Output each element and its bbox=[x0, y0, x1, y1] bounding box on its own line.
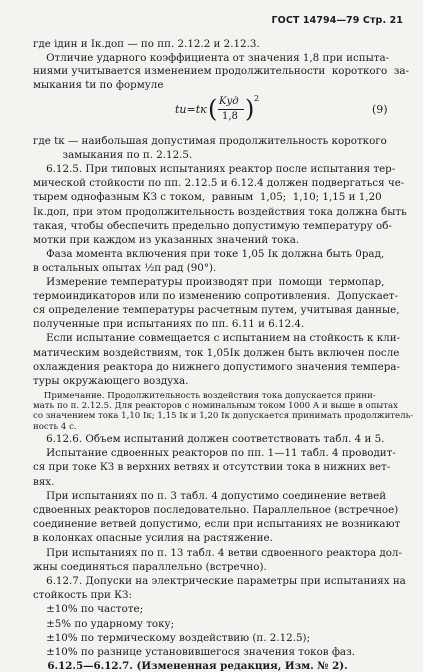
text-line: 6.12.6. Объем испытаний должен соответствовать табл. 4 и 5. bbox=[33, 433, 385, 445]
formula-paren-right: ) bbox=[245, 95, 255, 123]
text-line: сдвоенных реакторов последовательно. Параллельное (встречное) bbox=[33, 504, 399, 516]
text-line: При испытаниях по п. 3 табл. 4 допустимо соединение ветвей bbox=[33, 489, 387, 502]
note-line: ность 4 с. bbox=[33, 421, 77, 432]
note-line: со значением тока 1,10 Iк; 1,15 Iк и 1,20 Iк допускается принимать продолжитель- bbox=[33, 411, 414, 422]
formula-paren-left: ( bbox=[208, 95, 218, 123]
text-line: где iдин и Iк.доп — по пп. 2.12.2 и 2.12.3. bbox=[33, 38, 260, 50]
text-line: охлаждения реактора до нижнего допустимого значения темпера- bbox=[33, 360, 400, 373]
text-line: 6.12.5—6.12.7. (Измененная редакция, Изм. № 2). bbox=[33, 660, 348, 672]
text-line: такая, чтобы обеспечить предельно допустимую температуру об- bbox=[33, 219, 392, 232]
text-line: Измерение температуры производят при помощи термопар, bbox=[33, 276, 385, 288]
text-line: в колонках опасные усилия на растяжение. bbox=[33, 532, 273, 545]
text-line: вях. bbox=[33, 475, 55, 488]
formula-denominator: 1,8 bbox=[222, 111, 238, 122]
text-line: полученные при испытаниях по пп. 6.11 и 6.12.4. bbox=[33, 318, 305, 331]
text-line: соединение ветвей допустимо, если при испытаниях не возникают bbox=[33, 518, 401, 531]
text-line: термоиндикаторов или по изменению сопротивления. Допускает- bbox=[33, 290, 398, 303]
text-line: Испытание сдвоенных реакторов по пп. 1—11 табл. 4 проводит- bbox=[33, 447, 396, 460]
text-line: Фаза момента включения при токе 1,05 Iк должна быть 0рад, bbox=[33, 247, 385, 260]
page-header: ГОСТ 14794—79 Стр. 21 bbox=[271, 15, 403, 26]
text-line: матическим воздействиям, ток 1,05Iк должен быть включен после bbox=[33, 346, 400, 359]
text-line: Если испытание совмещается с испытанием на стойкость к кли- bbox=[33, 332, 401, 345]
formula-fraction-bar bbox=[218, 109, 244, 110]
text-line: ся определение температуры расчетным путем, учитывая данные, bbox=[33, 304, 400, 317]
text-line: мической стойкости по пп. 2.12.5 и 6.12.4 должен подвергаться че- bbox=[33, 177, 405, 190]
text-line: ±10% по частоте; bbox=[33, 603, 144, 616]
text-line: тырем однофазным КЗ с током, равным 1,05; 1,10; 1,15 и 1,20 bbox=[33, 191, 382, 204]
text-line: ±10% по термическому воздействию (п. 2.12.5); bbox=[33, 631, 311, 644]
text-line: замыкания по п. 2.12.5. bbox=[33, 149, 193, 162]
formula-exponent: 2 bbox=[254, 94, 260, 103]
note-line: Примечание. Продолжительность воздействия тока допускается прини- bbox=[33, 391, 376, 401]
text-line: туры окружающего воздуха. bbox=[33, 374, 189, 387]
formula-numerator: Kуд bbox=[219, 96, 239, 107]
text-line: Iк.доп, при этом продолжительность воздействия тока должна быть bbox=[33, 205, 407, 218]
text-line: ниями учитывается изменением продолжительности короткого за- bbox=[33, 65, 409, 77]
formula-number: (9) bbox=[372, 103, 388, 116]
text-line: мотки при каждом из указанных значений тока. bbox=[33, 233, 300, 246]
note-line: мать по п. 2.12.5. Для реакторов с номинальным током 1000 А и выше в опытах bbox=[33, 401, 398, 412]
text-line: в остальных опытах ½π рад (90°). bbox=[33, 261, 217, 274]
text-line: При испытаниях по п. 13 табл. 4 ветви сдвоенного реактора дол- bbox=[33, 546, 402, 559]
text-line: где tк — наибольшая допустимая продолжительность короткого bbox=[33, 135, 387, 147]
text-line: Отличие ударного коэффициента от значения 1,8 при испыта- bbox=[33, 51, 390, 64]
text-line: 6.12.5. При типовых испытаниях реактор после испытания тер- bbox=[33, 163, 396, 176]
text-line: ±10% по разнице установившегося значения токов фаз. bbox=[33, 646, 355, 658]
text-line: жны соединяться параллельно (встречно). bbox=[33, 560, 267, 573]
text-line: ся при токе КЗ в верхних ветвях и отсутствии тока в нижних вет- bbox=[33, 461, 391, 474]
text-line: 6.12.7. Допуски на электрические параметры при испытаниях на bbox=[33, 575, 406, 587]
formula-lhs: tи=tк bbox=[175, 103, 207, 116]
formula-9 bbox=[0, 94, 423, 124]
text-line: ±5% по ударному току; bbox=[33, 617, 175, 630]
text-line: стойкость при КЗ: bbox=[33, 589, 132, 602]
text-line: мыкания tи по формуле bbox=[33, 78, 164, 91]
